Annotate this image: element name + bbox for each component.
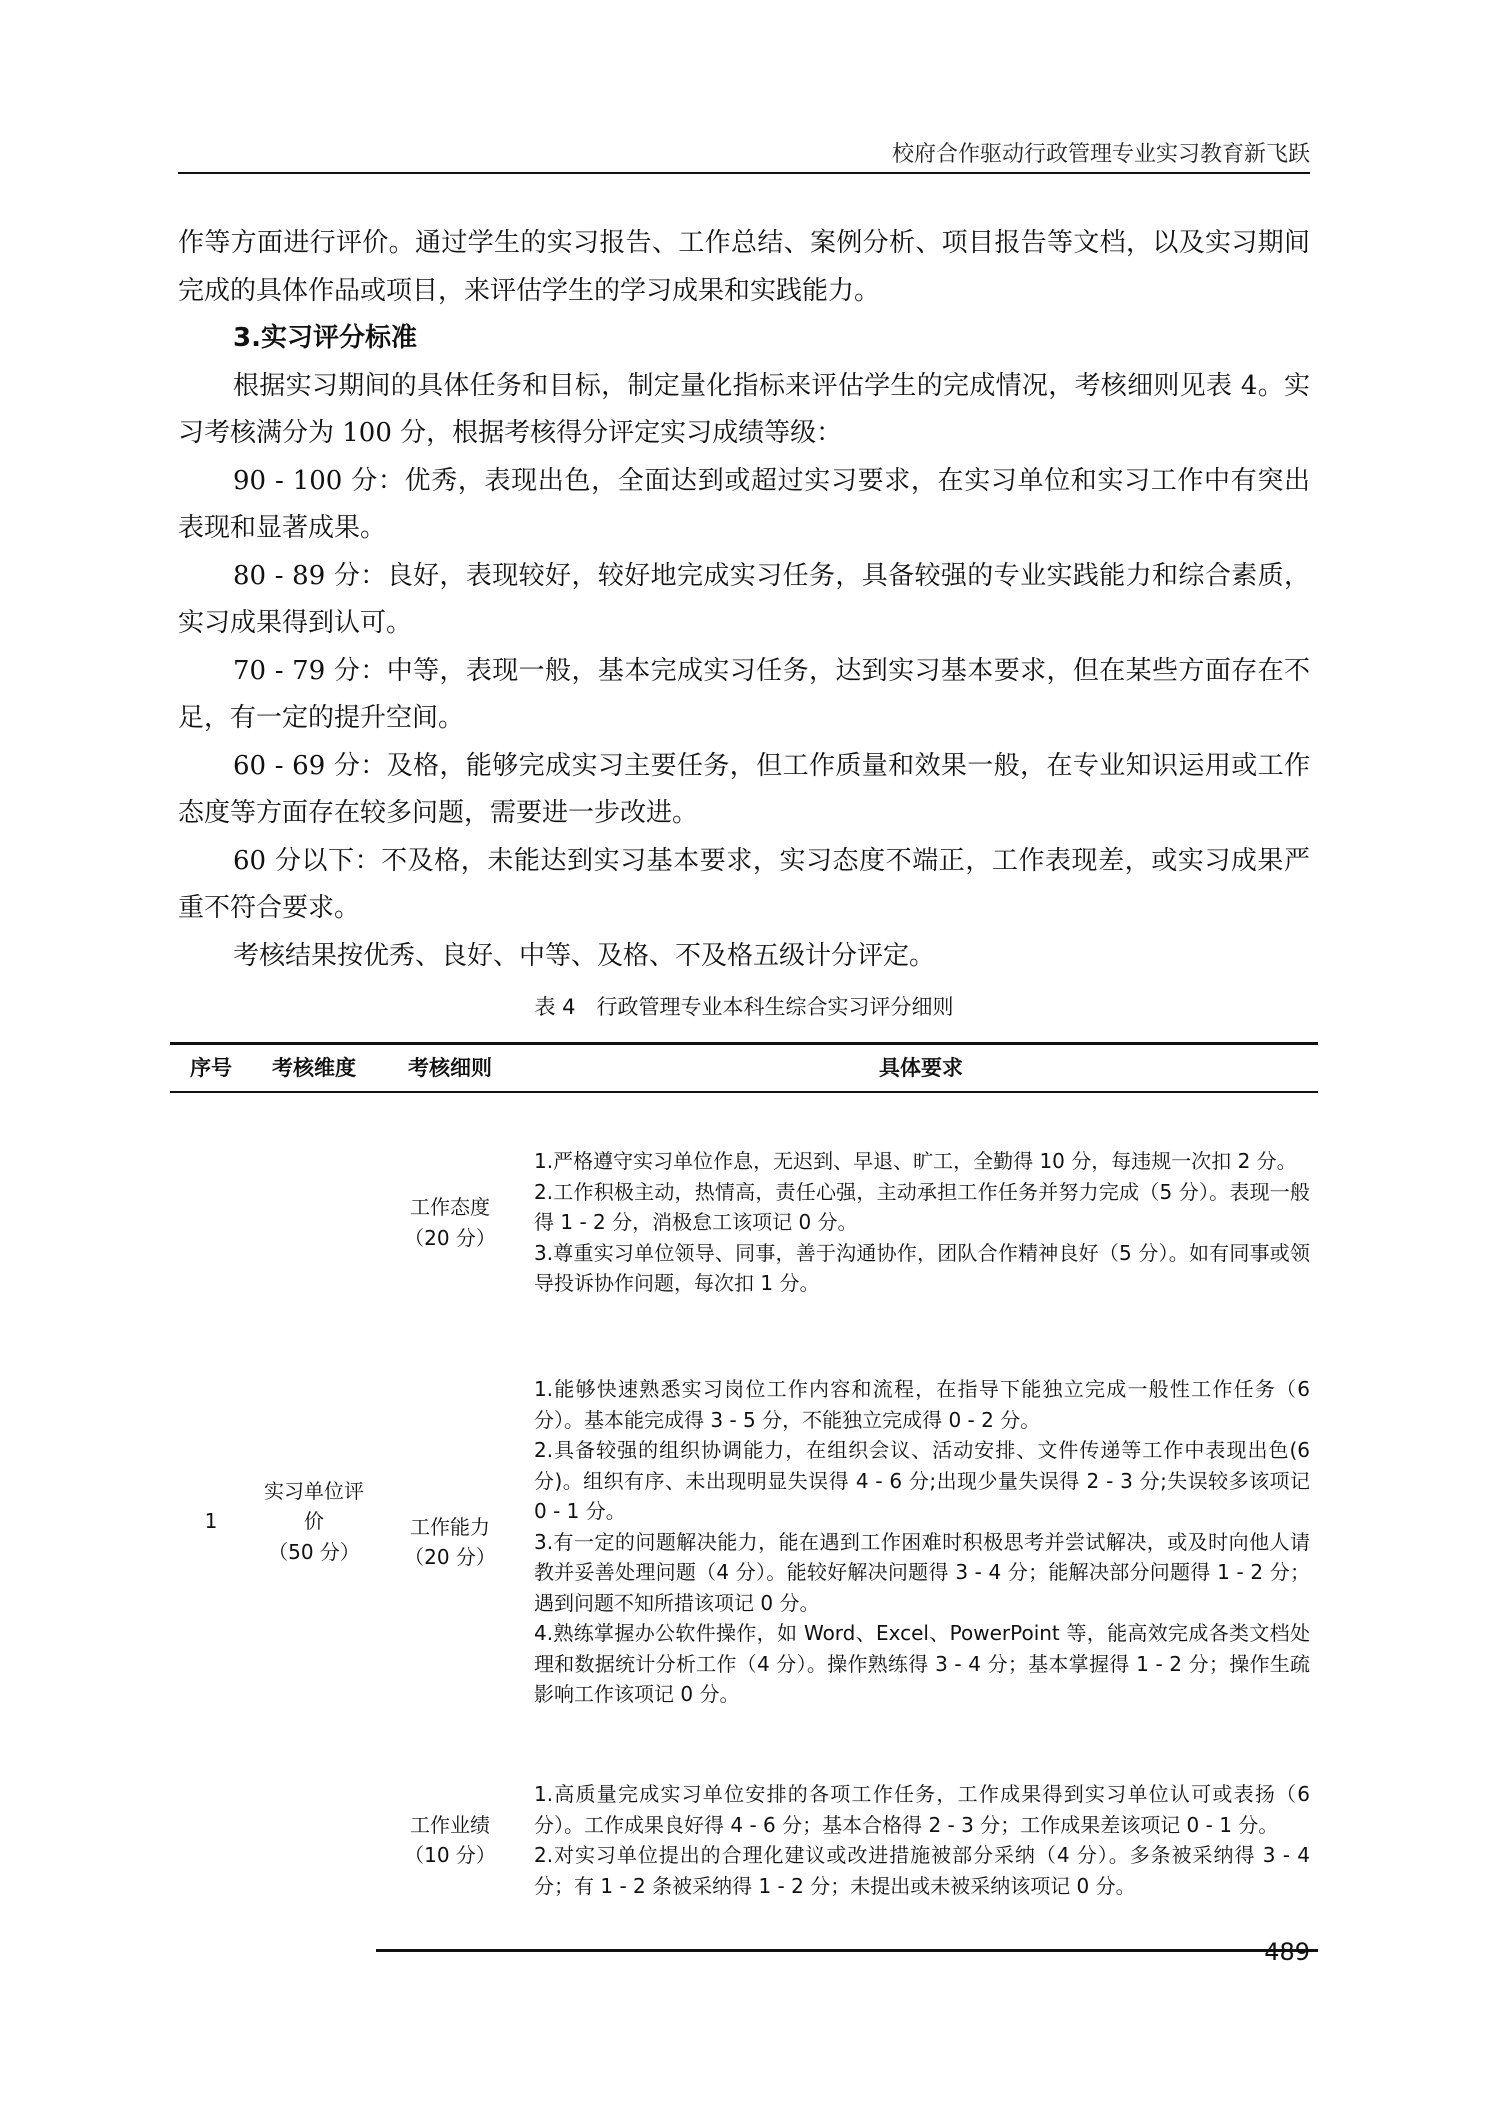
body-text [178, 220, 1310, 980]
scoring-table [170, 1042, 1318, 1952]
requirement-cell [524, 1092, 1318, 1352]
table-caption: 表 4 行政管理专业本科生综合实习评分细则 [534, 995, 954, 1019]
criterion-cell [376, 1092, 524, 1352]
column-header: 序号 [170, 1044, 252, 1093]
requirement-item: 2.对实习单位提出的合理化建议或改进措施被部分采纳（4 分）。多条被采纳得 3 - 4 分；有 1 - 2 条被采纳得 1 - 2 分；未提出或未被采纳该项记 0 分。 [534, 1843, 1310, 1898]
grade-excellent: 90 - 100 分：优秀，表现出色，全面达到或超过实习要求，在实习单位和实习工作中有突出表现和显著成果。 [178, 465, 1310, 543]
row-number-cell: 1 [204, 1509, 218, 1534]
requirement-item: 1.能够快速熟悉实习岗位工作内容和流程，在指导下能独立完成一般性工作任务（6 分）。基本能完成得 3 - 5 分，不能独立完成得 0 - 2 分。 [534, 1377, 1310, 1432]
paragraph: 根据实习期间的具体任务和目标，制定量化指标来评估学生的完成情况，考核细则见表 4。实习考核满分为 100 分，根据考核得分评定实习成绩等级： [178, 370, 1310, 448]
requirement-item: 1.高质量完成实习单位安排的各项工作任务，工作成果得到实习单位认可或表扬（6 分）。工作成果良好得 4 - 6 分；基本合格得 2 - 3 分；工作成果差该项记 0 - 1 分。 [534, 1782, 1310, 1837]
requirement-item: 3.尊重实习单位领导、同事，善于沟通协作，团队合作精神良好（5 分）。如有同事或领导投诉协作问题，每次扣 1 分。 [534, 1240, 1310, 1296]
criterion-name: 工作态度 [410, 1195, 490, 1219]
column-header: 考核维度 [252, 1044, 376, 1093]
section-heading: 3.实习评分标准 [233, 323, 417, 353]
criterion-cell [376, 1732, 524, 1950]
grade-pass: 60 - 69 分：及格，能够完成实习主要任务，但工作质量和效果一般，在专业知识运用或工作态度等方面存在较多问题，需要进一步改进。 [178, 750, 1310, 828]
criterion-points: （20 分） [404, 1545, 496, 1569]
table-row [170, 1092, 1318, 1352]
table-header-row [170, 1044, 1318, 1093]
paragraph-continuation: 作等方面进行评价。通过学生的实习报告、工作总结、案例分析、项目报告等文档，以及实习期间完成的具体作品或项目，来评估学生的学习成果和实践能力。 [178, 228, 1310, 306]
column-header: 考核细则 [376, 1044, 524, 1093]
criterion-points: （20 分） [404, 1225, 496, 1250]
requirement-item: 2.工作积极主动，热情高，责任心强，主动承担工作任务并努力完成（5 分）。表现一般得 1 - 2 分，消极怠工该项记 0 分。 [534, 1179, 1310, 1235]
requirement-cell [524, 1352, 1318, 1732]
criterion-cell [376, 1352, 524, 1732]
paragraph: 考核结果按优秀、良好、中等、及格、不及格五级计分评定。 [233, 940, 936, 971]
page-number: 489 [1264, 1938, 1310, 1966]
running-title: 校府合作驱动行政管理专业实习教育新飞跃 [891, 142, 1310, 167]
running-header [178, 140, 1310, 174]
requirement-cell [524, 1732, 1318, 1950]
grade-fail: 60 分以下：不及格，未能达到实习基本要求，实习态度不端正，工作表现差，或实习成果严重不符合要求。 [178, 845, 1310, 923]
requirement-item: 4.熟练掌握办公软件操作，如 Word、Excel、PowerPoint 等，能高效完成各类文档处理和数据统计分析工作（4 分）。操作熟练得 3 - 4 分；基本掌握得 1 - 2 分；操作生疏影响工作该项记 0 分。 [534, 1621, 1310, 1707]
criterion-name: 工作业绩 [410, 1812, 490, 1837]
column-header: 具体要求 [524, 1044, 1318, 1093]
dimension-cell [252, 1092, 376, 1950]
requirement-item: 1.严格遵守实习单位作息，无迟到、早退、旷工，全勤得 10 分，每违规一次扣 2 分。 [534, 1149, 1297, 1174]
requirement-item: 2.具备较强的组织协调能力，在组织会议、活动安排、文件传递等工作中表现出色(6 分)。组织有序、未出现明显失误得 4 - 6 分;出现少量失误得 2 - 3 分;失误较多该项记 0 - 1 分。 [534, 1438, 1310, 1524]
criterion-points: （10 分） [404, 1843, 496, 1868]
criterion-name: 工作能力 [410, 1514, 490, 1539]
dimension-line: 价 [304, 1509, 324, 1534]
grade-medium: 70 - 79 分：中等，表现一般，基本完成实习任务，达到实习基本要求，但在某些方面存在不足，有一定的提升空间。 [178, 655, 1310, 733]
dimension-line: 实习单位评 [264, 1478, 364, 1503]
grade-good: 80 - 89 分：良好，表现较好，较好地完成实习任务，具备较强的专业实践能力和综合素质，实习成果得到认可。 [178, 560, 1310, 638]
requirement-item: 3.有一定的问题解决能力，能在遇到工作困难时积极思考并尝试解决，或及时向他人请教并妥善处理问题（4 分）。能较好解决问题得 3 - 4 分；能解决部分问题得 1 - 2 分；遇到问题不知所措该项记 0 分。 [534, 1529, 1310, 1615]
dimension-line: （50 分） [268, 1539, 360, 1564]
